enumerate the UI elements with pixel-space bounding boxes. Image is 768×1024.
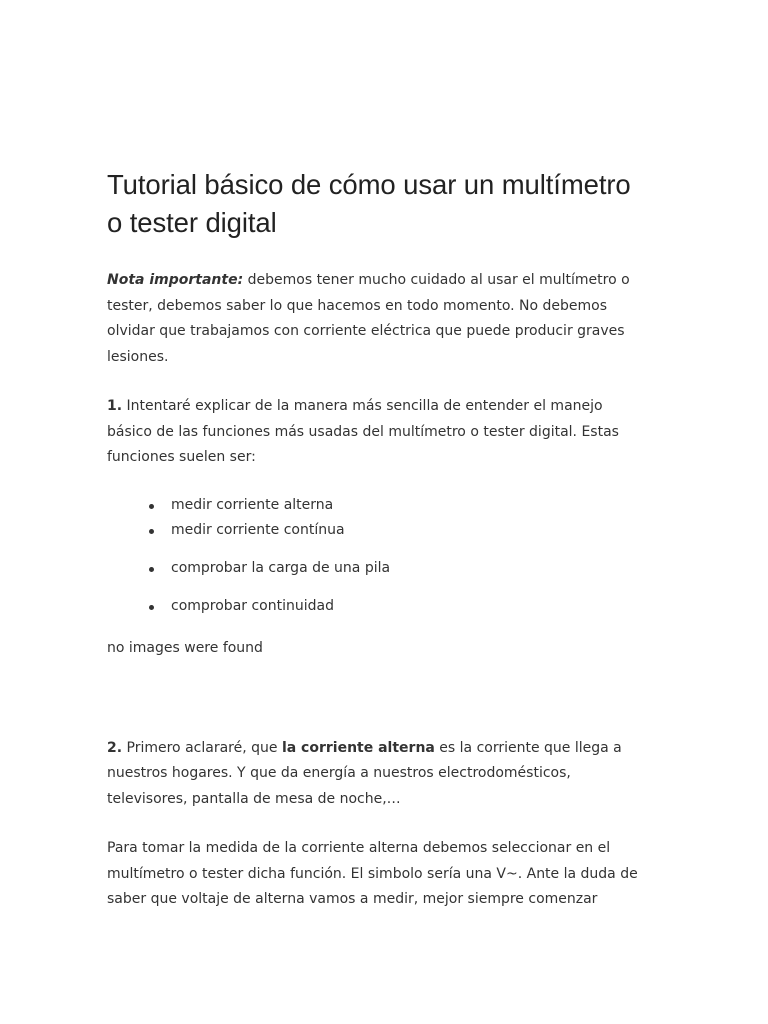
section-1-text: Intentaré explicar de la manera más sencilla de entender el manejo básico de las funciones más usadas del multímetro o tester digital. Estas funciones suelen ser: [107,398,619,465]
section-2-paragraph [107,736,647,813]
list-item: medir corriente contínua [171,518,647,543]
list-item: comprobar la carga de una pila [171,556,647,581]
section-2-number: 2. [107,739,123,756]
note-label: Nota importante: [107,272,244,288]
article-title: Tutorial básico de cómo usar un multímetro o tester digital [107,169,631,238]
section-2-text-before: Primero aclararé, que [122,739,282,756]
note-text: debemos tener mucho cuidado al usar el multímetro o tester, debemos saber lo que hacemos en todo momento. No debemos olvidar que trabajamos con corriente eléctrica que puede producir graves lesiones. [107,272,630,365]
important-note [107,268,647,370]
article [107,166,647,913]
functions-list [107,493,647,619]
section-1-paragraph [107,394,647,471]
section-2-text-after: es la corriente que llega a nuestros hogares. Y que da energía a nuestros electrodomésticos, televisores, pantalla de mesa de noche,… [107,739,622,807]
alternating-current-paragraph: Para tomar la medida de la corriente alterna debemos seleccionar en el multímetro o tester dicha función. El simbolo sería una V~. Ante la duda de saber que voltaje de alterna vamos a medir, mejor siempre comenzar [107,840,638,907]
list-item: medir corriente alterna [171,493,647,518]
section-1-number: 1. [107,398,123,414]
no-images-message: no images were found [107,639,263,656]
section-2-bold-term: la corriente alterna [281,739,435,756]
list-item: comprobar continuidad [171,594,647,619]
